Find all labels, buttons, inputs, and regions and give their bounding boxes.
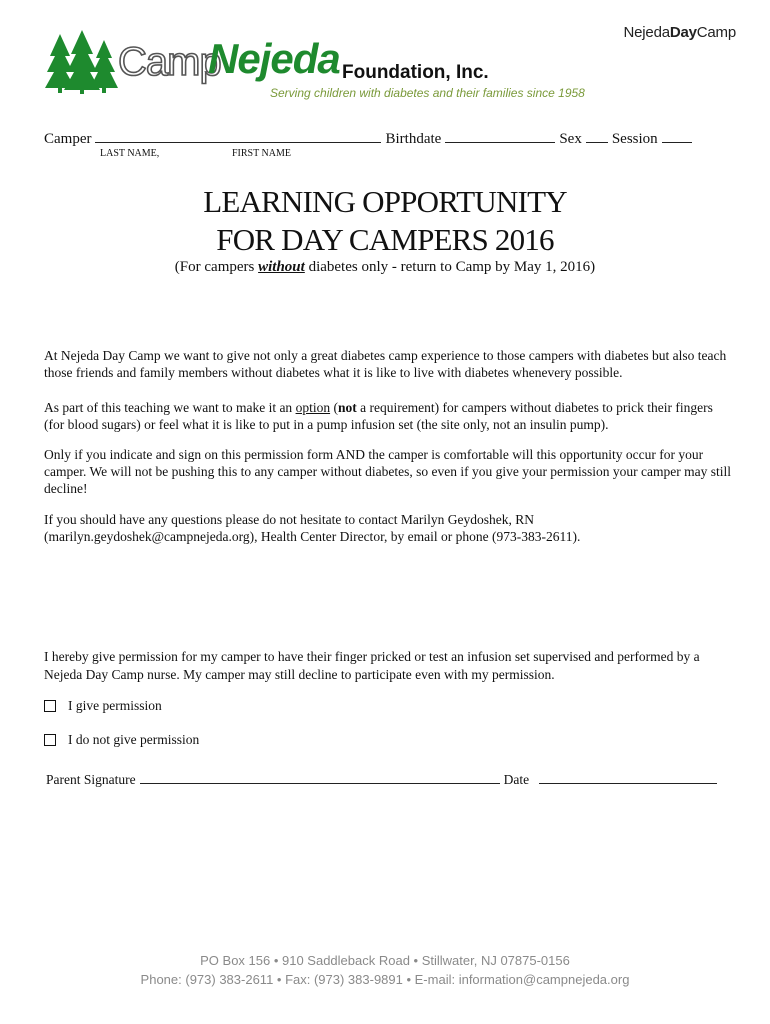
p2-not: not <box>337 400 357 415</box>
daycamp-wordmark <box>624 24 736 41</box>
camper-label: Camper <box>44 131 92 147</box>
camper-name-field[interactable] <box>95 128 381 143</box>
camper-info-row <box>44 128 696 148</box>
not-give-permission-label: I do not give permission <box>68 732 200 747</box>
session-field[interactable] <box>662 128 692 143</box>
sex-field[interactable] <box>586 128 608 143</box>
give-permission-label: I give permission <box>68 698 162 713</box>
daycamp-bold: Day <box>669 24 697 41</box>
first-name-caption: FIRST NAME <box>232 148 291 159</box>
paragraph-intro: At Nejeda Day Camp we want to give not only a great diabetes camp experience to those campers with diabetes but also teach those friends and family members without diabetes what it is like to live with diabetes whenevery possible. <box>44 348 727 380</box>
p2-option: option <box>295 400 331 415</box>
p2-b: ( <box>330 400 338 415</box>
paragraph-permission: I hereby give permission for my camper to have their finger pricked or test an infusion set supervised and performed by a Nejeda Day Camp nurse. My camper may still decline to participate even with my permission. <box>44 649 700 682</box>
title-line-1: LEARNING OPPORTUNITY <box>203 184 567 219</box>
last-name-caption: LAST NAME, <box>100 148 160 159</box>
p2-c: a requirement) for campers without diabetes to prick their fingers (for blood sugars) or feel what it is like to put in a pump infusion set (the site only, not an insulin pump). <box>44 400 713 432</box>
logo-nejeda-text: Nejeda <box>208 35 340 82</box>
paragraph-indicate: Only if you indicate and sign on this permission form AND the camper is comfortable will this opportunity occur for your camper. We will not be pushing this to any camper without diabetes, so even if you give your permission your camper may still decline! <box>44 447 732 496</box>
subtitle-pre: (For campers <box>174 259 259 275</box>
logo-camp-text: Camp <box>118 40 221 84</box>
tagline: Serving children with diabetes and their families since 1958 <box>270 86 585 100</box>
daycamp-suffix: Camp <box>696 24 736 41</box>
birthdate-label: Birthdate <box>385 131 442 147</box>
paragraph-contact-line-1: If you should have any questions please do not hesitate to contact Marilyn Geydoshek, RN <box>44 512 535 527</box>
not-give-permission-checkbox[interactable] <box>44 734 56 746</box>
subtitle <box>0 259 770 276</box>
title-line-2: FOR DAY CAMPERS 2016 <box>216 222 554 257</box>
paragraph-contact-line-2: (marilyn.geydoshek@campnejeda.org), Health Center Director, by email or phone (973-383-2611). <box>44 529 581 544</box>
footer-contact: Phone: (973) 383-2611 • Fax: (973) 383-9891 • E-mail: information@campnejeda.org <box>140 972 630 987</box>
parent-signature-label: Parent Signature <box>46 772 136 787</box>
signature-row <box>46 770 721 788</box>
give-permission-checkbox[interactable] <box>44 700 56 712</box>
date-label: Date <box>503 772 530 787</box>
birthdate-field[interactable] <box>445 128 555 143</box>
pine-trees-logo-icon <box>44 30 124 94</box>
daycamp-prefix: Nejeda <box>623 24 670 41</box>
p2-a: As part of this teaching we want to make it an <box>44 400 296 415</box>
parent-signature-field[interactable] <box>140 770 500 784</box>
subtitle-post: diabetes only - return to Camp by May 1, 2016) <box>304 259 596 275</box>
subtitle-emphasis: without <box>258 259 305 275</box>
sex-label: Sex <box>559 131 582 147</box>
footer-address: PO Box 156 • 910 Saddleback Road • Stillwater, NJ 07875-0156 <box>200 953 570 968</box>
date-field[interactable] <box>539 770 717 784</box>
paragraph-option <box>44 399 734 433</box>
logo-foundation-text: Foundation, Inc. <box>342 62 489 83</box>
session-label: Session <box>611 131 658 147</box>
